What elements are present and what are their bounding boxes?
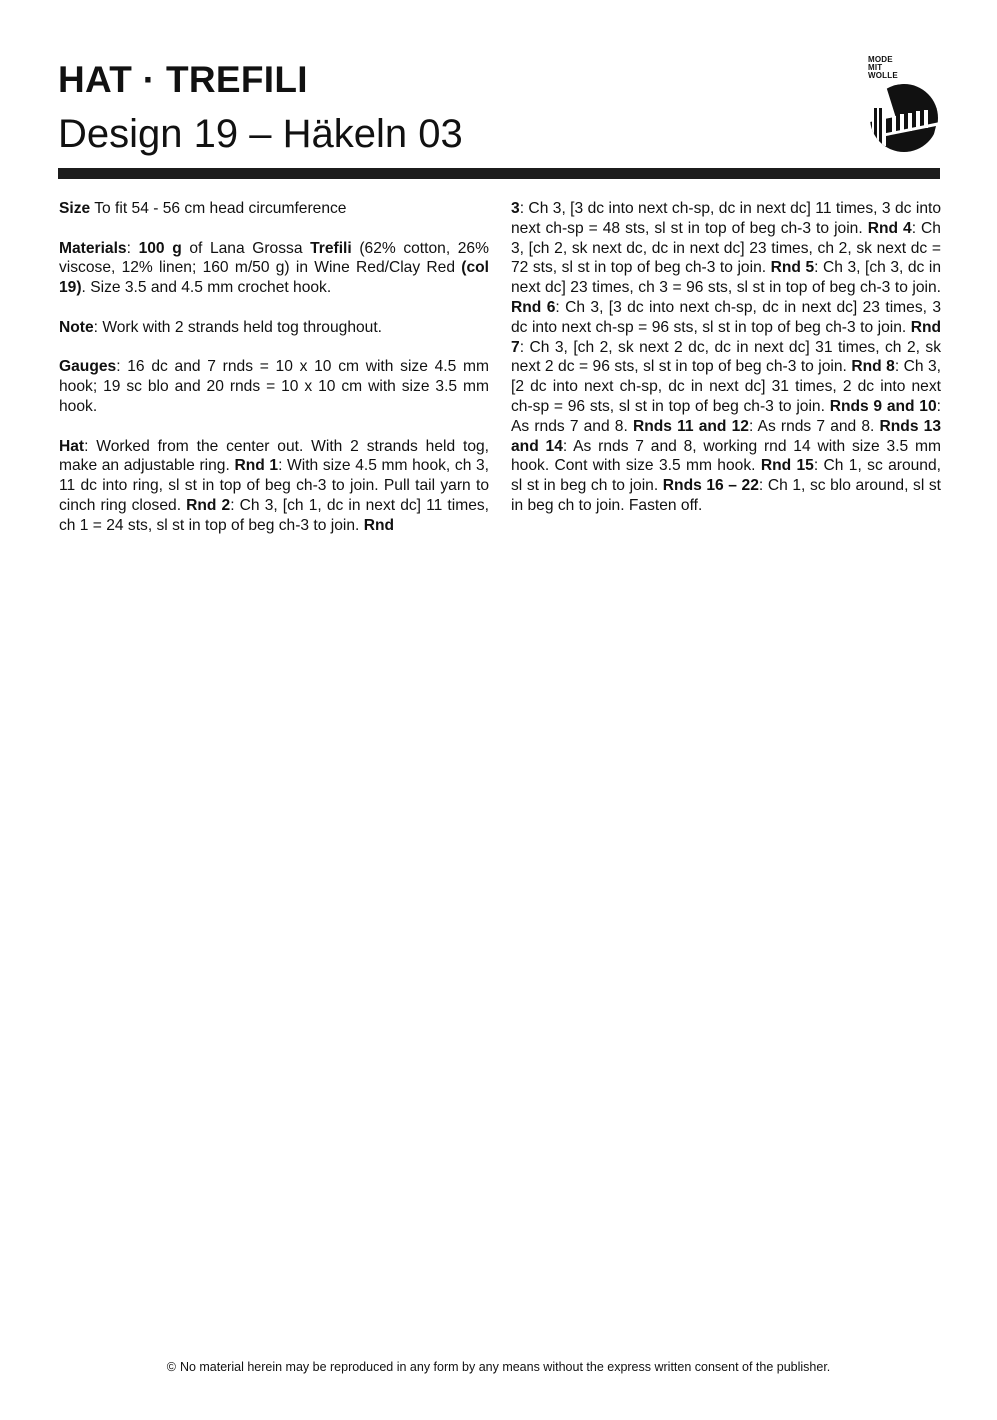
text-run: : Ch 1, sc around, sl st in beg ch to join. [511,457,941,495]
bold-run: Rnds 11 and 12 [632,417,749,435]
text-run: : Ch 3, [ch 3, dc in next dc] 23 times, ch 3 = 96 sts, sl st in top of beg ch-3 to join. [511,259,941,297]
text-run: of Lana Grossa [181,239,311,257]
bold-run: Rnd 15 [760,457,814,475]
bold-run: Rnd 5 [770,259,815,277]
text-run: To fit 54 - 56 cm head circumference [90,200,347,217]
bold-run: Rnds 13 and 14 [511,417,941,455]
bold-run: Rnd 6 [511,298,556,316]
text-run: : Ch 3, [3 dc into next ch-sp, dc in next dc] 11 times, 3 dc into next ch-sp = 48 sts, sl st in top of beg ch-3 to join. [511,200,941,237]
copyright-text: No material herein may be reproduced in any form by any means without the express written consent of the publisher. [179,1360,831,1374]
text-run: : Worked from the center out. With 2 strands held tog, make an adjustable ring. [59,437,489,475]
hat-instructions-continued [511,199,941,516]
text-run: : As rnds 7 and 8, working rnd 14 with size 3.5 mm hook. Cont with size 3.5 mm hook. [511,437,941,475]
text-run: . Size 3.5 and 4.5 mm crochet hook. [81,279,332,297]
bold-run: Rnd 7 [511,318,941,356]
bold-run: Hat [59,437,85,455]
bold-run: Rnd 4 [867,219,912,237]
hat-instructions-paragraph [59,437,489,536]
bold-run: Rnds 9 and 10 [829,397,937,415]
logo-slogan-line: WOLLE [868,71,898,80]
bold-run: Trefili [310,239,352,257]
bold-run: Rnd 1 [234,457,279,475]
text-run: : Ch 3, [ch 2, sk next 2 dc, dc in next dc] 31 times, ch 2, sk next 2 dc = 96 sts, sl st in top of beg ch-3 to join. [511,338,941,376]
text-run: : [126,239,139,257]
copyright-symbol: © [166,1360,176,1374]
brand-logo [866,56,948,156]
right-column [511,199,941,536]
bold-run: Materials [59,239,127,257]
bold-run: Size [59,200,91,217]
text-run: : With size 4.5 mm hook, ch 3, 11 dc into ring, sl st in top of beg ch-3 to join. Pull tail yarn to cinch ring closed. [59,457,490,514]
bold-run: Rnd [363,516,394,534]
materials-paragraph [59,239,489,298]
text-run: : Work with 2 strands held tog throughout. [93,318,383,336]
bold-run: 100 g [138,239,182,257]
gauges-paragraph [59,357,489,416]
text-run: : As rnds 7 and 8. [748,417,880,435]
bold-run: Gauges [59,358,117,376]
bold-run: Rnds 16 – 22 [662,477,759,495]
text-run: : Ch 3, [2 dc into next ch-sp, dc in next dc] 31 times, 2 dc into next ch-sp = 96 sts, sl st in top of beg ch-3 to join. [511,358,941,415]
text-run: : Ch 3, [ch 2, sk next dc, dc in next dc] 23 times, ch 2, sk next dc = 72 sts, sl st in top of beg ch-3 to join. [511,219,941,277]
left-column [59,199,489,555]
text-run: : Ch 3, [ch 1, dc in next dc] 11 times, ch 1 = 24 sts, sl st in top of beg ch-3 to join. [59,496,489,534]
bold-run: Rnd 2 [186,496,231,514]
note-paragraph [59,318,489,338]
text-run: (62% cotton, 26% viscose, 12% linen; 160 m/50 g) in Wine Red/Clay Red [59,239,489,277]
logo-slogan-line: MODE [868,55,893,64]
copyright-footer [0,1360,997,1374]
bold-run: Rnd 8 [851,358,895,376]
page-title: HAT · TREFILI [58,59,308,100]
header-divider [58,168,940,179]
bold-run: Note [59,318,94,336]
page-subtitle: Design 19 – Häkeln 03 [58,112,463,156]
bold-run: 3 [511,200,520,217]
text-run: : Ch 3, [3 dc into next ch-sp, dc in next dc] 23 times, 3 dc into next ch-sp = 96 sts, sl st in top of beg ch-3 to join. [511,298,941,336]
logo-slogan-line: MIT [868,63,883,72]
logo-slogan [868,56,898,80]
size-paragraph [59,199,489,219]
text-run: : 16 dc and 7 rnds = 10 x 10 cm with size 4.5 mm hook; 19 sc blo and 20 rnds = 10 x 10 cm with size 3.5 mm hook. [59,358,489,415]
lana-grossa-logo-icon [866,78,944,156]
text-run: : Ch 1, sc blo around, sl st in beg ch to join. Fasten off. [511,477,942,514]
text-run: : As rnds 7 and 8. [511,397,941,435]
bold-run: (col 19) [59,259,489,297]
